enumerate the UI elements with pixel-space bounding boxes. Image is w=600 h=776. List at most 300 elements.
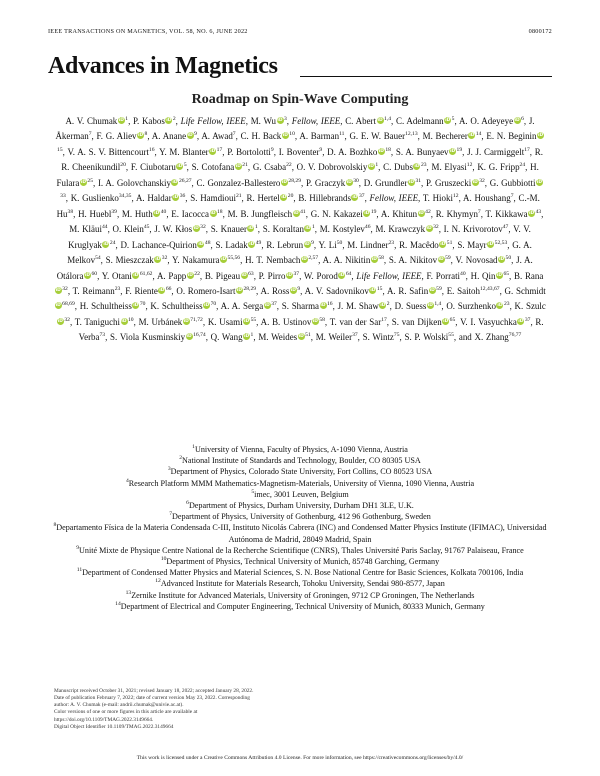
orcid-id-icon[interactable]: iD — [370, 287, 376, 293]
author-name: K. Szulc — [514, 301, 546, 312]
author — [279, 147, 323, 157]
orcid-id-icon[interactable]: iD — [293, 210, 299, 216]
orcid-id-icon[interactable]: iD — [290, 287, 296, 293]
affiliation-marker: 32 — [64, 316, 70, 323]
affiliation-text: Department of Electrical and Computer Engineering, Technical University of Munich, 80333 Munich, Germany — [120, 601, 485, 611]
author — [157, 271, 200, 281]
affiliation-marker: 2 — [172, 116, 176, 122]
author-name: Y. Otani — [101, 270, 132, 281]
author — [486, 209, 542, 219]
orcid-id-icon[interactable]: iD — [220, 257, 227, 263]
affiliation-number: 12 — [155, 578, 161, 585]
author-name: M. Wu — [250, 116, 276, 126]
affiliation-number: 10 — [160, 556, 167, 563]
affiliation-number: 5 — [251, 488, 255, 495]
author — [106, 255, 168, 265]
affiliation — [52, 478, 548, 489]
author-name: T. van der Sar — [329, 316, 382, 327]
affiliation-marker: 17 — [524, 146, 530, 153]
author — [327, 147, 391, 157]
running-head — [48, 28, 552, 35]
author-name: A. R. Safin — [386, 285, 429, 296]
author-membership: Life Fellow, IEEE — [180, 116, 246, 126]
affiliation-marker: 20 — [120, 162, 126, 169]
affiliation-marker: 76,77 — [508, 332, 522, 339]
orcid-id-icon[interactable]: iD — [282, 133, 288, 139]
affiliation-marker: 41 — [300, 208, 306, 215]
author-name: G. A. Melkov — [67, 239, 532, 266]
author-name: M. Weiler — [315, 332, 353, 343]
affiliation-number: 11 — [76, 567, 83, 574]
orcid-id-icon[interactable]: iD — [155, 257, 161, 263]
author — [447, 286, 500, 296]
affiliation — [52, 489, 548, 500]
author — [426, 271, 465, 281]
author-name: S. A. Bunyaev — [395, 146, 449, 157]
author-name: M. Lindner — [347, 239, 389, 250]
affiliation-marker: 16 — [327, 301, 333, 308]
author-name: S. A. Nikitov — [388, 255, 438, 266]
author — [110, 332, 206, 342]
author: B. HillebrandsiD$^{37}$, Fellow, IEEE — [298, 193, 419, 204]
affiliation — [52, 556, 548, 567]
orcid-id-icon[interactable]: iD — [281, 195, 287, 201]
author — [67, 147, 154, 157]
affiliation-marker: 60 — [91, 270, 98, 277]
affiliation-marker: 25 — [87, 177, 93, 184]
orcid-id-icon[interactable]: iD — [203, 303, 210, 309]
affiliation-marker: 12 — [452, 193, 459, 200]
affiliation-marker: 23 — [388, 239, 395, 246]
author — [316, 332, 358, 342]
author-name: M. B. Jungfleisch — [227, 208, 293, 219]
affiliation — [52, 590, 548, 601]
affiliation-marker: 17 — [216, 146, 223, 153]
orcid-id-icon[interactable]: iD — [103, 241, 109, 247]
orcid-id-icon[interactable]: iD — [121, 318, 127, 324]
orcid-id-icon[interactable]: iD — [364, 210, 370, 216]
orcid-id-icon[interactable]: iD — [183, 318, 189, 324]
affiliation-marker: 16 — [148, 146, 155, 153]
author-name: M. Urbánek — [138, 316, 183, 327]
orcid-id-icon[interactable]: iD — [377, 118, 383, 123]
author-name: S. Knauer — [210, 224, 247, 235]
affiliation-marker: 23 — [420, 162, 427, 169]
author-name: H. Schultheiss — [79, 301, 132, 312]
author — [154, 224, 205, 234]
affiliation-marker: 12 — [466, 162, 473, 169]
author — [261, 317, 325, 327]
orcid-id-icon[interactable]: iD — [445, 118, 451, 123]
author-name: H. T. Nembach — [245, 255, 301, 266]
affiliation-marker: 7 — [510, 193, 514, 200]
orcid-id-icon[interactable]: iD — [118, 118, 124, 123]
affiliation-text: Unité Mixte de Physique Centre National de la Recherche Scientifique (CNRS), Thales Université Paris Saclay, 91767 Palaiseau, France — [79, 545, 524, 555]
affiliation — [52, 522, 548, 544]
orcid-id-icon[interactable]: iD — [414, 164, 420, 170]
author — [347, 240, 394, 250]
affiliation-marker: 32 — [479, 177, 485, 184]
affiliation-marker: 12,13 — [405, 131, 418, 138]
author — [171, 209, 222, 219]
orcid-id-icon[interactable]: iD — [443, 318, 449, 324]
author-list: A. V. ChumakiD$^1$, P. KabosiD$^2$, Life Fellow, IEEE, M. WuiD$^3$, Fellow, IEEE, C. AbertiD$^{1,4}$, C. AdelmanniD$^5$, A. O. AdeyeyeiD$^6$, J. Åkerman$^7$, F. G. AlieviD$^8$, A. AnaneiD$^9$, A. Awad$^7$, C. H. BackiD$^{10}$, A. Barman$^{11}$, G. E. W. Bauer$^{12,13}$, M. BechereriD$^{14}$, E. N. BegininiD$^{15}$, V. A. S. V. Bittencourt$^{16}$, Y. M. BlanteriD$^{17}$, P. Bortolotti$^9$, I. Boventer$^9$, D. A. BozhkoiD$^{18}$, S. A. BunyaeviD$^{19}$, J. J. Carmiggelt$^{17}$, R. R. Cheenikundil$^{20}$, F. CiubotaruiD$^5$, S. CotofanaiD$^{21}$, G. Csaba$^{22}$, O. V. DobrovolskiyiD$^1$, C. DubsiD$^{23}$, M. Elyasi$^{12}$, K. G. Fripp$^{24}$, H. FularaiD$^{25}$, I. A. GolovchanskiyiD$^{26,27}$, C. Gonzalez-BallesteroiD$^{28,29}$, P. GraczykiD$^{30}$, D. GrundleriD$^{31}$, P. GruszeckiiD$^{32}$, G. GubbiottiiD$^{33}$, K. Guslienko$^{34,35}$, A. HaldariD$^{36}$, S. Hamdioui$^{21}$, R. HerteliD$^{20}$, B. HillebrandsiD$^{37}$, Fellow, IEEE, T. Hioki$^{12}$, A. Houshang$^7$, C.-M. Hu$^{38}$, H. Huebl$^{39}$, M. HuthiD$^{40}$, E. IacoccaiD$^{18}$, M. B. JungfleischiD$^{41}$, G. N. KakazeiiD$^{19}$, A. KhituniD$^{42}$, R. Khymyn$^7$, T. KikkawaiD$^{43}$, M. Kläui$^{44}$, O. Klein$^{45}$, J. W. KłosiD$^{32}$, S. KnaueriD$^1$, S. KoraltaniD$^1$, M. Kostylev$^{46}$, M. KrawczykiD$^{32}$, I. N. Krivorotov$^{47}$, V. V. KruglyakiD$^{24}$, D. Lachance-QuirioniD$^{48}$, S. LadakiD$^{49}$, R. LebruniD$^9$, Y. Li$^{50}$, M. Lindner$^{23}$, R. MacêdoiD$^{51}$, S. MayriD$^{52,53}$, G. A. Melkov$^{54}$, S. MieszczakiD$^{32}$, Y. NakamuraiD$^{55,56}$, H. T. NembachiD$^{2,57}$, A. A. NikitiniD$^{58}$, S. A. NikitoviD$^{59}$, V. NovosadiD$^{50}$, J. A. OtáloraiD$^{60}$, Y. OtaniiD$^{61,62}$, A. PappiD$^{22}$, B. PigeauiD$^{63}$, P. PirroiD$^{37}$, W. PorodiD$^{64}$, Life Fellow, IEEE, F. Porrati$^{40}$, H. QiniD$^{65}$, B. RanaiD$^{32}$, T. Reimann$^{23}$, F. RienteiD$^{66}$, O. Romero-IsartiD$^{28,29}$, A. RossiD$^9$, A. V. SadovnikoviD$^{15}$, A. R. SafiniD$^{59}$, E. Saitoh$^{12,43,67}$, G. SchmidtiD$^{68,69}$, H. SchultheissiD$^{70}$, K. SchultheissiD$^{70}$, A. A. SergaiD$^{37}$, S. SharmaiD$^{16}$, J. M. ShawiD$^2$, D. SuessiD$^{1,4}$, O. SurzhenkoiD$^{23}$, K. SzulciD$^{32}$, T. TaniguchiiD$^{10}$, M. UrbánekiD$^{71,72}$, K. UsamiiD$^{55}$, A. B. UstinoviD$^{58}$, T. van der Sar$^{17}$, S. van DijkeniD$^{65}$, V. I. VasyuchkaiD$^{37}$, R. Verba$^{73}$, S. Viola KusminskiyiD$^{16,74}$, Q. WangiD$^1$, M. WeidesiD$^{51}$, M. Weiler$^{37}$, S. Wintz$^{75}$, S. P. Wolski$^{55}$, and X. Zhang$^{76,77}$ — [55, 116, 546, 343]
orcid-id-icon[interactable]: iD — [154, 210, 160, 216]
author — [349, 131, 417, 141]
affiliation-marker: 32 — [200, 224, 206, 231]
affiliation-marker: 65 — [449, 316, 456, 323]
author — [211, 332, 254, 342]
author-name: J. A. Otálora — [56, 255, 533, 281]
author-name: I. A. Golovchanskiy — [97, 177, 171, 188]
footnote-doi: Digital Object Identifier 10.1109/TMAG.2022.3149664 — [54, 723, 174, 730]
affiliation-number: 9 — [76, 544, 80, 551]
affiliation-number: 2 — [179, 455, 183, 462]
orcid-id-icon[interactable]: iD — [312, 318, 318, 324]
author — [78, 209, 117, 219]
affiliation-text: National Institute of Standards and Technology, Boulder, CO 80305 USA — [182, 456, 421, 466]
orcid-id-icon[interactable]: iD — [133, 272, 139, 278]
author-name: A. Papp — [156, 270, 187, 281]
author — [305, 286, 383, 296]
orcid-id-icon[interactable]: iD — [210, 148, 216, 154]
affiliation-marker: 12,43,67 — [480, 285, 500, 292]
author — [139, 317, 203, 327]
author — [261, 286, 301, 296]
author-name: A. Ross — [260, 285, 290, 296]
affiliation-marker: 66 — [165, 285, 172, 292]
affiliation-marker: 21 — [235, 193, 242, 200]
affiliation-marker: 26,27 — [178, 177, 192, 184]
author-name: G. Csaba — [252, 162, 287, 173]
author — [282, 301, 333, 311]
author-name: H. Huebl — [78, 208, 112, 219]
author-name: D. Lachance-Quirion — [120, 239, 197, 250]
author-name: S. Sharma — [281, 301, 319, 312]
author — [444, 224, 509, 234]
author — [247, 193, 294, 203]
author — [392, 317, 456, 327]
footnote-color-versions: Color versions of one or more figures in this article are available at https://doi.org/10.1109/TMAG.2022.3149664. — [54, 709, 198, 723]
author-name: V. A. S. V. Bittencourt — [67, 146, 149, 157]
orcid-id-icon[interactable]: iD — [241, 272, 247, 278]
author — [381, 209, 431, 219]
author-name: R. Hertel — [246, 193, 280, 204]
affiliation-marker: 10 — [289, 131, 295, 138]
author — [241, 131, 295, 141]
orcid-id-icon[interactable]: iD — [528, 210, 535, 216]
affiliation-marker: 37 — [293, 270, 300, 277]
affiliation-marker: 20 — [287, 193, 294, 200]
orcid-id-icon[interactable]: iD — [236, 287, 243, 293]
affiliation-marker: 37 — [352, 332, 358, 339]
orcid-id-icon[interactable]: iD — [429, 287, 435, 293]
orcid-id-icon[interactable]: iD — [346, 179, 352, 185]
author — [102, 271, 153, 281]
affiliation-marker: 55 — [448, 332, 454, 339]
orcid-id-icon[interactable]: iD — [172, 179, 178, 185]
orcid-id-icon[interactable]: iD — [84, 272, 91, 278]
orcid-id-icon[interactable]: iD — [339, 272, 345, 278]
affiliation-marker: 2,57 — [308, 255, 319, 262]
author-name: B. Hillebrands — [298, 193, 351, 204]
author-name: E. Iacocca — [171, 208, 209, 219]
author — [320, 224, 371, 234]
author-name: V. Novosad — [455, 255, 498, 266]
affiliation-marker: 70 — [210, 301, 217, 308]
orcid-id-icon[interactable]: iD — [57, 318, 63, 324]
author — [459, 116, 524, 126]
orcid-id-icon[interactable]: iD — [518, 318, 524, 324]
orcid-id-icon[interactable]: iD — [187, 133, 193, 139]
affiliation-marker: 21 — [242, 162, 248, 169]
orcid-id-icon[interactable]: iD — [235, 164, 241, 170]
affiliation-marker: 28,29 — [243, 285, 257, 292]
orcid-id-icon[interactable]: iD — [305, 226, 311, 232]
author — [387, 286, 442, 296]
journal-section-title: Advances in Magnetics — [48, 53, 278, 79]
affiliation-marker: 59 — [445, 255, 451, 262]
affiliation-marker: 2 — [386, 301, 390, 308]
affiliation — [52, 578, 548, 589]
affiliation-marker: 68,69 — [62, 301, 75, 308]
author — [436, 209, 481, 219]
orcid-id-icon[interactable]: iD — [380, 303, 386, 309]
author-name: M. Becherer — [422, 131, 468, 142]
orcid-id-icon[interactable]: iD — [166, 118, 172, 123]
affiliation-marker: 47 — [502, 224, 509, 231]
author — [471, 271, 509, 281]
author-name: F. Riente — [125, 285, 158, 296]
orcid-id-icon[interactable]: iD — [378, 148, 384, 154]
author-name: Y. M. Blanter — [159, 146, 209, 157]
orcid-id-icon[interactable]: iD — [536, 179, 543, 185]
author-name: K. G. Fripp — [477, 162, 520, 173]
author-name: A. Barman — [299, 131, 340, 142]
author-name: E. Saitoh — [446, 285, 480, 296]
author-name: P. Kabos — [133, 116, 165, 126]
affiliation-marker: 1 — [250, 332, 254, 339]
affiliation-marker: 37 — [524, 316, 531, 323]
orcid-id-icon[interactable]: iD — [472, 179, 478, 185]
author — [477, 162, 525, 172]
affiliation-text: Zernike Institute for Advanced Materials, University of Groningen, 9712 CP Groningen, The Netherlands — [131, 590, 475, 600]
affiliation-marker: 51 — [305, 332, 311, 339]
author-name: P. Gruszecki — [426, 177, 472, 188]
orcid-id-icon[interactable]: iD — [469, 133, 475, 139]
affiliation-marker: 54 — [95, 255, 101, 262]
orcid-id-icon[interactable]: iD — [368, 164, 374, 170]
affiliation-marker: 40 — [160, 208, 167, 215]
orcid-id-icon[interactable]: iD — [426, 226, 432, 232]
author-name: C. Abert — [345, 116, 377, 126]
author — [227, 147, 274, 157]
author-name: H. Qin — [470, 270, 496, 281]
orcid-id-icon[interactable]: iD — [418, 210, 424, 216]
author-name: B. Pigeau — [204, 270, 241, 281]
author-name: A. B. Ustinov — [260, 316, 312, 327]
orcid-id-icon[interactable]: iD — [440, 241, 446, 247]
orcid-id-icon[interactable]: iD — [301, 257, 307, 263]
orcid-id-icon[interactable]: iD — [277, 118, 283, 123]
affiliation-marker: 1 — [311, 224, 315, 231]
affiliation-number: 14 — [115, 600, 121, 607]
orcid-id-icon[interactable]: iD — [498, 257, 505, 263]
affiliation-marker: 3 — [284, 116, 287, 122]
author-name: S. Ladak — [215, 239, 248, 250]
author-name: S. Viola Kusminskiy — [110, 332, 186, 343]
orcid-id-icon[interactable]: iD — [449, 148, 456, 154]
author-name: I. Boventer — [278, 146, 320, 157]
affiliation-marker: 9 — [297, 285, 301, 292]
affiliation-marker: 8 — [144, 131, 148, 138]
affiliation-marker: 64 — [345, 270, 352, 277]
affiliation-marker: 32 — [161, 255, 168, 262]
affiliation-number: 1 — [192, 444, 195, 450]
license-notice: This work is licensed under a Creative Commons Attribution 4.0 License. For more information, see https://creativecommons.org/licenses/by/4.0/ — [136, 755, 464, 761]
author-name: D. Grundler — [363, 177, 408, 188]
author-name: S. P. Wolski — [404, 332, 449, 343]
orcid-id-icon[interactable]: iD — [371, 257, 377, 263]
orcid-id-icon[interactable]: iD — [177, 164, 183, 170]
author-name: E. N. Beginin — [486, 131, 537, 142]
orcid-id-icon[interactable]: iD — [304, 241, 310, 247]
affiliation-marker: 14 — [475, 131, 482, 138]
affiliation-marker: 46 — [364, 224, 371, 231]
author-name: S. Mayr — [457, 239, 487, 250]
orcid-id-icon[interactable]: iD — [408, 179, 415, 185]
affiliation-marker: 19 — [456, 146, 463, 153]
author-name: M. Huth — [121, 208, 153, 219]
author-name: A. Houshang — [463, 193, 511, 204]
affiliation-text: Advanced Institute for Materials Research, Tohoku University, Sendai 980-8577, Japan — [160, 579, 445, 589]
affiliation-number: 4 — [125, 477, 129, 484]
author-name: T. Reimann — [72, 285, 115, 296]
title-rule — [300, 76, 552, 77]
affiliation-marker: 34,35 — [118, 193, 132, 200]
author-name: J. Åkerman — [55, 116, 535, 142]
orcid-id-icon[interactable]: iD — [488, 241, 494, 247]
author-membership: Life Fellow, IEEE — [356, 270, 422, 281]
author-name: O. Klein — [112, 224, 144, 235]
orcid-id-icon[interactable]: iD — [55, 287, 61, 293]
manuscript-footnote — [54, 688, 254, 731]
author — [375, 224, 438, 234]
author — [75, 317, 134, 327]
affiliation-marker: 70 — [139, 301, 146, 308]
orcid-id-icon[interactable]: iD — [187, 272, 193, 278]
affiliation-number: 3 — [167, 466, 171, 473]
author-name: F. Porrati — [426, 270, 461, 281]
author — [176, 286, 256, 296]
orcid-id-icon[interactable]: iD — [133, 303, 139, 309]
affiliation-marker: 49 — [255, 239, 262, 246]
author — [319, 240, 343, 250]
author — [97, 131, 148, 141]
affiliation-marker: 1,4 — [384, 116, 392, 122]
orcid-id-icon[interactable]: iD — [186, 334, 192, 340]
author-name: S. Wintz — [362, 332, 394, 343]
paper-title: Roadmap on Spin-Wave Computing — [191, 92, 409, 107]
orcid-id-icon[interactable]: iD — [298, 334, 304, 340]
orcid-id-icon[interactable]: iD — [193, 226, 199, 232]
orcid-id-icon[interactable]: iD — [281, 179, 287, 185]
orcid-id-icon[interactable]: iD — [244, 318, 250, 324]
author — [211, 224, 258, 234]
orcid-id-icon[interactable]: iD — [514, 118, 520, 123]
orcid-id-icon[interactable]: iD — [55, 303, 61, 309]
affiliation-marker: 10 — [128, 316, 134, 323]
author-name: S. van Dijken — [391, 316, 442, 327]
author-name: S. Mieszczak — [105, 255, 154, 266]
author — [125, 286, 171, 296]
affiliation — [52, 500, 548, 511]
author — [201, 131, 235, 141]
orcid-id-icon[interactable]: iD — [264, 303, 270, 309]
orcid-id-icon[interactable]: iD — [438, 257, 444, 263]
author — [113, 224, 150, 234]
affiliation-number: 6 — [186, 500, 189, 507]
affiliation-marker: 48 — [204, 239, 211, 246]
orcid-id-icon[interactable]: iD — [210, 210, 216, 216]
footnote-received: Manuscript received October 31, 2021; revised January 18, 2022; accepted January 28, 2022. Date of publication February 7, 2022; date of current version May 23, 2022. Corresponding author: A. V. Chumak (e-mail: andrii.chumak@univie.ac.at). — [54, 688, 254, 709]
author: M. WuiD$^3$, Fellow, IEEE — [250, 116, 341, 126]
author-name: G. N. Kakazei — [310, 208, 363, 219]
orcid-id-icon[interactable]: iD — [286, 272, 293, 278]
affiliation-text: University of Vienna, Faculty of Physics, A-1090 Vienna, Austria — [194, 445, 408, 454]
affiliation-text: Department of Physics, Durham University, Durham DH1 3LE, U.K. — [188, 501, 414, 511]
author-name: Y. Li — [318, 239, 337, 250]
affiliation-text: imec, 3001 Leuven, Belgium — [254, 489, 349, 499]
orcid-id-icon[interactable]: iD — [320, 303, 326, 309]
affiliation-marker: 9 — [319, 146, 323, 153]
orcid-id-icon[interactable]: iD — [427, 303, 433, 309]
orcid-id-icon[interactable]: iD — [537, 133, 544, 139]
orcid-id-icon[interactable]: iD — [248, 226, 254, 232]
author — [475, 332, 522, 342]
author-name: A. A. Nikitin — [322, 255, 371, 266]
author — [263, 224, 315, 234]
affiliation-marker: 17 — [381, 316, 387, 323]
affiliation-marker: 5 — [183, 162, 187, 169]
author — [71, 193, 132, 203]
author-name: S. Cotofana — [191, 162, 235, 173]
orcid-id-icon[interactable]: iD — [249, 241, 255, 247]
affiliation-marker: 55,56 — [227, 255, 241, 262]
orcid-id-icon[interactable]: iD — [80, 179, 86, 185]
author — [253, 162, 292, 172]
author — [396, 116, 454, 126]
author-name: R. Macêdo — [399, 239, 439, 250]
orcid-id-icon[interactable]: iD — [198, 241, 204, 247]
affiliation-marker: 15 — [376, 285, 383, 292]
author-name: M. Krawczyk — [375, 224, 426, 235]
affiliation-marker: 1 — [375, 162, 379, 169]
orcid-id-icon[interactable]: iD — [243, 334, 250, 340]
author-name: P. Bortolotti — [227, 146, 271, 157]
affiliation-marker: 36 — [179, 193, 186, 200]
author-name: O. Romero-Isart — [176, 285, 236, 296]
orcid-id-icon[interactable]: iD — [137, 133, 144, 139]
affiliation-marker: 61,62 — [139, 270, 153, 277]
author — [455, 255, 511, 265]
orcid-id-icon[interactable]: iD — [173, 195, 179, 201]
orcid-id-icon[interactable]: iD — [352, 195, 358, 201]
orcid-id-icon[interactable]: iD — [496, 272, 503, 278]
author-name: S. Koraltan — [262, 224, 304, 235]
orcid-id-icon[interactable]: iD — [497, 303, 503, 309]
orcid-id-icon[interactable]: iD — [159, 287, 165, 293]
